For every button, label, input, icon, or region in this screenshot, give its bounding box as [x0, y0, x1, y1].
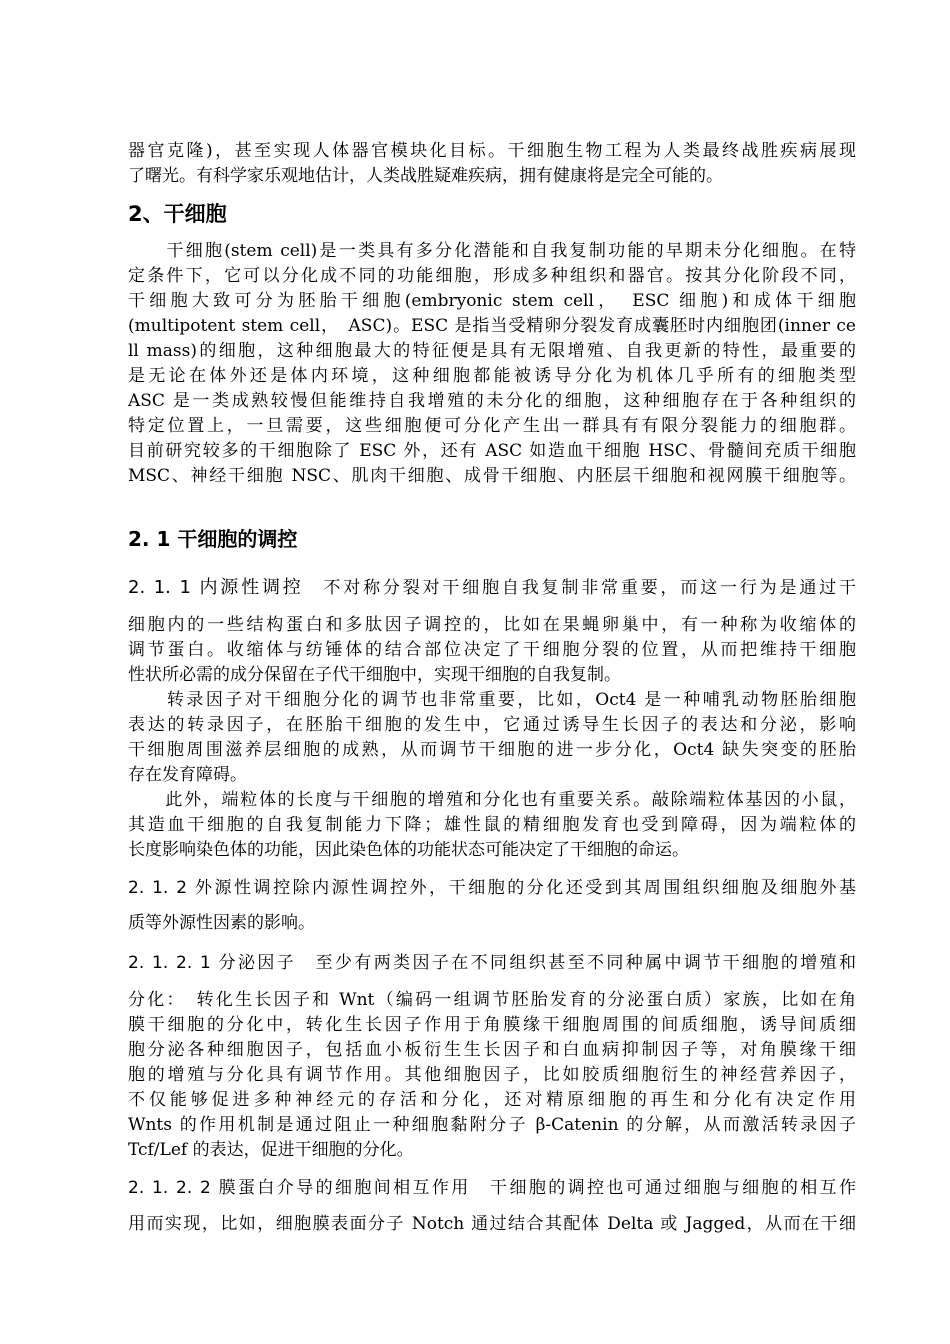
- subsection-2-1-2-2-first-line: [128, 1176, 856, 1200]
- intro-line-1: 器官克隆)，甚至实现人体器官模块化目标。干细胞生物工程为人类最终战胜疾病展现: [128, 141, 856, 161]
- paragraph-line: 性状所必需的成分保留在子代干细胞中，实现干细胞的自我复制。: [128, 665, 621, 685]
- intro-line-2: 了曙光。有科学家乐观地估计，人类战胜疑难疾病，拥有健康将是完全可能的。: [128, 166, 723, 186]
- subsection-2-1-2-1-number: 2. 1. 2. 1: [128, 953, 211, 973]
- paragraph-line: 膜干细胞的分化中，转化生长因子作用于角膜缘干细胞周围的间质细胞，诱导间质细: [128, 1015, 856, 1035]
- paragraph-line: 长度影响染色体的功能，因此染色体的功能状态可能决定了干细胞的命运。: [128, 840, 689, 860]
- paragraph-line: 细胞内的一些结构蛋白和多肽因子调控的，比如在果蝇卵巢中，有一种称为收缩体的: [128, 615, 856, 635]
- paragraph-line: 不仅能够促进多种神经元的存活和分化，还对精原细胞的再生和分化有决定作用: [128, 1090, 856, 1110]
- paragraph-line: 胞的增殖与分化具有调节作用。其他细胞因子，比如胶质细胞衍生的神经营养因子，: [128, 1065, 856, 1085]
- subsection-2-1-2-2-number: 2. 1. 2. 2: [128, 1178, 211, 1198]
- paragraph-line: ASC 是一类成熟较慢但能维持自我增殖的未分化的细胞，这种细胞存在于各种组织的: [128, 391, 856, 411]
- subsection-2-1-2-2-text: 膜蛋白介导的细胞间相互作用 干细胞的调控也可通过细胞与细胞的相互作: [210, 1178, 857, 1198]
- paragraph-line: ll mass)的细胞，这种细胞最大的特征便是具有无限增殖、自我更新的特性，最重要的: [128, 341, 856, 361]
- paragraph-line: (multipotent stem cell， ASC)。ESC 是指当受精卵分裂发育成囊胚时内细胞团(inner ce: [128, 316, 856, 336]
- paragraph-line: 特定位置上，一旦需要，这些细胞便可分化产生出一群具有有限分裂能力的细胞群。: [128, 416, 856, 436]
- paragraph-line: 定条件下，它可以分化成不同的功能细胞，形成多种组织和器官。按其分化阶段不同，: [128, 266, 856, 286]
- subsection-2-1-1-title: 2. 1. 1 内源性调控: [128, 577, 304, 598]
- subsection-2-1-1-text: 不对称分裂对干细胞自我复制非常重要，而这一行为是通过干: [303, 578, 857, 598]
- paragraph-line: 干细胞大致可分为胚胎干细胞(embryonic stem cell， ESC 细胞)和成体干细胞: [128, 291, 856, 311]
- subsection-2-1-2-first-line: [128, 876, 856, 900]
- paragraph-line: 表达的转录因子，在胚胎干细胞的发生中，它通过诱导生长因子的表达和分泌，影响: [128, 715, 856, 735]
- paragraph-line: 用而实现，比如，细胞膜表面分子 Notch 通过结合其配体 Delta 或 Jagged，从而在干细: [128, 1214, 856, 1234]
- paragraph-line: Wnts 的作用机制是通过阻止一种细胞黏附分子 β-Catenin 的分解，从而激活转录因子: [128, 1115, 856, 1135]
- paragraph-line: 干细胞(stem cell)是一类具有多分化潜能和自我复制功能的早期未分化细胞。在特: [128, 241, 856, 261]
- paragraph-line: 质等外源性因素的影响。: [128, 913, 315, 933]
- subsection-2-1-2-text: 外源性调控除内源性调控外，干细胞的分化还受到其周围组织细胞及细胞外基: [187, 878, 856, 898]
- paragraph-line: MSC、神经干细胞 NSC、肌肉干细胞、成骨干细胞、内胚层干细胞和视网膜干细胞等。: [128, 466, 856, 486]
- subsection-2-1-2-number: 2. 1. 2: [128, 878, 188, 898]
- paragraph-line: 目前研究较多的干细胞除了 ESC 外，还有 ASC 如造血干细胞 HSC、骨髓间充质干细胞: [128, 441, 856, 461]
- paragraph-line: Tcf/Lef 的表达，促进干细胞的分化。: [128, 1140, 414, 1160]
- paragraph-line: 胞分泌各种细胞因子，包括血小板衍生生长因子和白血病抑制因子等，对角膜缘干细: [128, 1040, 856, 1060]
- paragraph-line: 此外，端粒体的长度与干细胞的增殖和分化也有重要关系。敲除端粒体基因的小鼠，: [128, 790, 856, 810]
- paragraph-line: 干细胞周围滋养层细胞的成熟，从而调节干细胞的进一步分化，Oct4 缺失突变的胚胎: [128, 740, 856, 760]
- subsection-2-1-2-1-text: 分泌因子 至少有两类因子在不同组织甚至不同种属中调节干细胞的增殖和: [210, 953, 857, 973]
- paragraph-line: 转录因子对干细胞分化的调节也非常重要，比如，Oct4 是一种哺乳动物胚胎细胞: [128, 690, 856, 710]
- paragraph-line: 存在发育障碍。: [128, 765, 247, 785]
- subsection-2-1-2-1-first-line: [128, 951, 856, 975]
- paragraph-line: 分化： 转化生长因子和 Wnt（编码一组调节胚胎发育的分泌蛋白质）家族，比如在角: [128, 990, 856, 1010]
- subsection-2-1-1-first-line: [128, 576, 856, 600]
- section-heading-2-1: 2. 1 干细胞的调控: [128, 527, 298, 551]
- paragraph-line: 调节蛋白。收缩体与纺锤体的结合部位决定了干细胞分裂的位置，从而把维持干细胞: [128, 640, 856, 660]
- paragraph-line: 是无论在体外还是体内环境，这种细胞都能被诱导分化为机体几乎所有的细胞类型: [128, 366, 856, 386]
- paragraph-line: 其造血干细胞的自我复制能力下降；雄性鼠的精细胞发育也受到障碍，因为端粒体的: [128, 815, 856, 835]
- section-heading-2: 2、干细胞: [128, 202, 227, 226]
